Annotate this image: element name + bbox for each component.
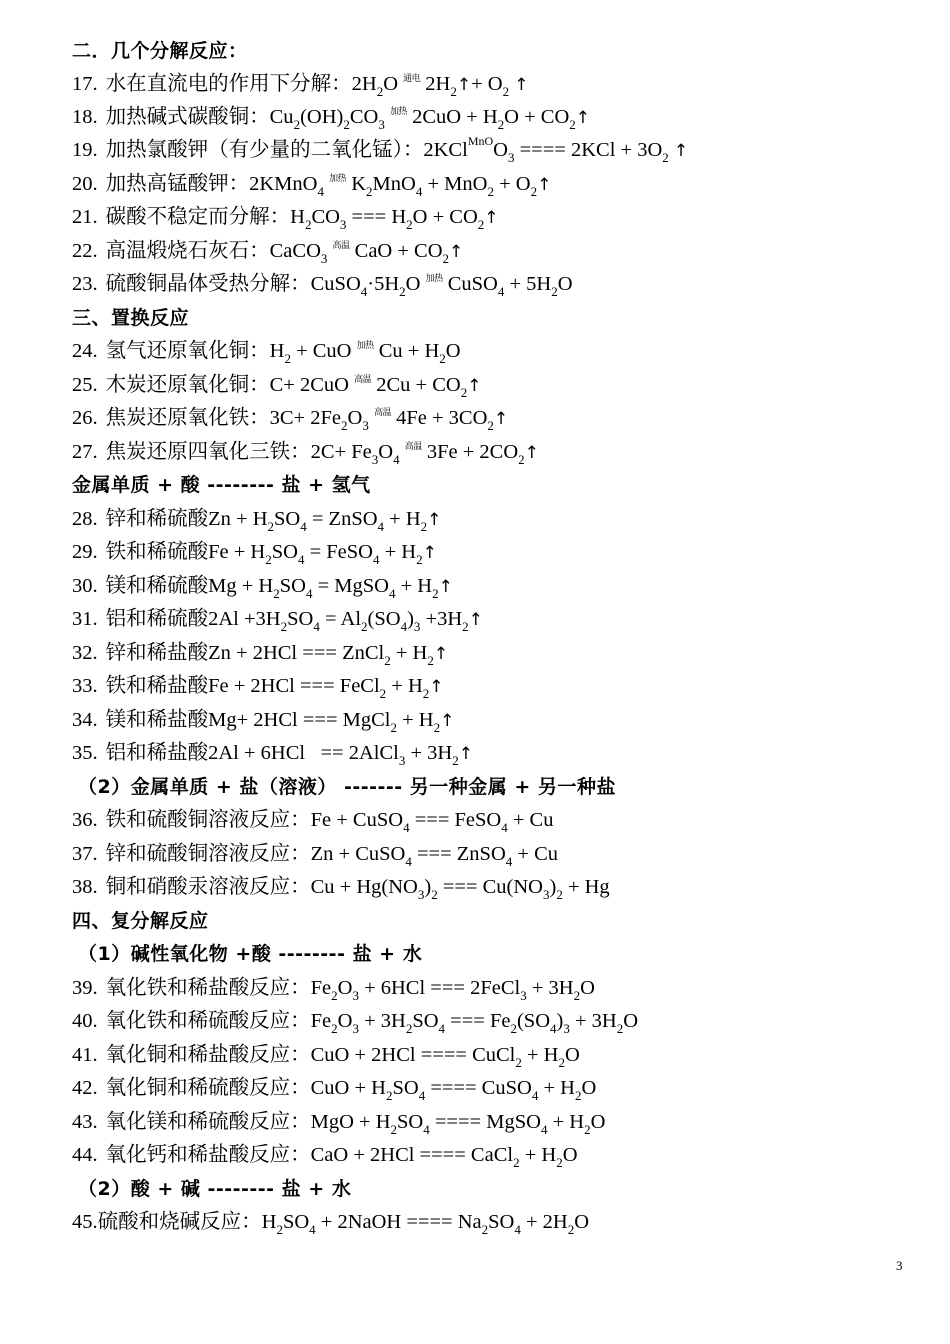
item-number: 22.: [72, 240, 98, 262]
chemical-equation: $3C+ 2Fe_2O_3$ $^{高温}$ $4Fe + 3CO_2↑$: [269, 407, 509, 433]
chemical-equation: CaCO$_3$ $^{高温}$ CaO + $CO_2↑$: [269, 240, 464, 266]
chemical-equation: $CuSO_4\cdot 5H_2O$ $^{加热}$ CuSO$_4$ + $5H_2O$: [310, 273, 573, 299]
reaction-item: [72, 372, 481, 399]
reaction-description: 水在直流电的作用下分解：: [105, 73, 352, 95]
item-number: 28.: [72, 508, 98, 530]
chemical-equation: CaO + 2HCl ==== CaCl$_2$ + $H_2O$: [310, 1144, 578, 1170]
reaction-item: [72, 204, 499, 231]
reaction-item: [72, 1109, 605, 1135]
chemical-equation: $Fe_2O_3 + 6HCl$ === 2FeCl$_3$ + $3H_2O$: [310, 977, 595, 1003]
item-number: 20.: [72, 173, 98, 195]
reaction-description: 加热碱式碳酸铜：: [105, 106, 270, 128]
reaction-item: [72, 1142, 578, 1168]
reaction-description: 氧化钙和稀盐酸反应：: [105, 1144, 311, 1166]
chemical-equation: $2C+ Fe_3O_4$ $^{高温}$ $3Fe + 2CO_2↑$: [310, 441, 539, 467]
page-number: 3: [896, 1258, 903, 1273]
reaction-description: 铜和硝酸汞溶液反应：: [105, 876, 311, 898]
item-number: 43.: [72, 1111, 98, 1133]
item-number: 36.: [72, 809, 98, 831]
reaction-description: 锌和稀硫酸: [105, 508, 209, 530]
reaction-description: 镁和稀硫酸: [105, 575, 209, 597]
chemical-equation: Mg+ 2HCl === MgCl$_2$ + $H_2↑$: [208, 709, 455, 735]
reaction-item: [72, 606, 483, 633]
item-number: 26.: [72, 407, 98, 429]
reaction-item: [72, 405, 508, 432]
reaction-item: [72, 673, 444, 700]
section-heading: 二．几个分解反应：: [72, 40, 248, 62]
section-heading: 金属单质 + 酸 -------- 盐 + 氢气: [72, 474, 371, 496]
reaction-description: 氧化铜和稀硫酸反应：: [105, 1077, 311, 1099]
section-heading: （1）碱性氧化物 +酸 -------- 盐 + 水: [78, 943, 423, 965]
item-number: 23.: [72, 273, 98, 295]
item-number: 34.: [72, 709, 98, 731]
reaction-item: [72, 1075, 596, 1101]
reaction-description: 焦炭还原氧化铁：: [105, 407, 270, 429]
item-number: 32.: [72, 642, 98, 664]
reaction-item: [72, 539, 437, 566]
item-number: 44.: [72, 1144, 98, 1166]
reaction-item: [72, 841, 558, 867]
section-heading: （2）金属单质 + 盐（溶液） ------- 另一种金属 + 另一种盐: [78, 776, 616, 798]
item-number: 21.: [72, 206, 98, 228]
item-number: 29.: [72, 541, 98, 563]
reaction-description: 氧化镁和稀硫酸反应：: [105, 1111, 311, 1133]
reaction-item: [72, 1008, 638, 1034]
reaction-item: [72, 71, 528, 98]
reaction-item: [72, 506, 441, 533]
item-number: 37.: [72, 843, 98, 865]
chemical-equation: $Zn + H_2SO_4$ = ZnSO$_4$ + $H_2↑$: [208, 508, 442, 534]
item-number: 27.: [72, 441, 98, 463]
item-number: 33.: [72, 675, 98, 697]
section-heading: 四、复分解反应: [72, 910, 209, 932]
reaction-description: 硫酸和烧碱反应：: [97, 1211, 262, 1233]
item-number: 25.: [72, 374, 98, 396]
chemical-equation: $2H_2O$ $^{通电}$ $2H_2↑+ O_2$ ↑: [351, 73, 529, 99]
reaction-description: 高温煅烧石灰石：: [105, 240, 270, 262]
reaction-description: 氧化铁和稀盐酸反应：: [105, 977, 311, 999]
chemical-equation: 2KMnO$_4$ $^{加热}$ $K_2MnO_4 + MnO_2$ + $O_2↑$: [249, 173, 552, 199]
chemical-equation: $H_2$ + CuO $^{加热}$ $Cu + H_2O$: [269, 340, 461, 366]
reaction-item: [72, 874, 610, 900]
chemical-equation: Zn + CuSO$_4$ === ZnSO$_4$ + Cu: [310, 843, 559, 869]
reaction-item: [72, 338, 461, 364]
reaction-item: [72, 104, 590, 131]
reaction-description: 锌和硫酸铜溶液反应：: [105, 843, 311, 865]
chemical-equation: Fe + 2HCl === FeCl$_2$ + $H_2↑$: [208, 675, 444, 701]
reaction-description: 焦炭还原四氧化三铁：: [105, 441, 311, 463]
item-number: 39.: [72, 977, 98, 999]
reaction-description: 铝和稀盐酸: [105, 742, 209, 764]
reaction-description: 锌和稀盐酸: [105, 642, 209, 664]
reaction-description: 加热氯酸钾（有少量的二氧化锰）：: [105, 139, 424, 161]
reaction-item: [72, 171, 551, 198]
section-heading: 三、置换反应: [72, 307, 190, 329]
reaction-item: [72, 271, 573, 297]
chemical-equation: 2Al + 6HCl == 2AlCl$_3$ + $3H_2↑$: [208, 742, 473, 768]
item-number: 45.: [72, 1211, 98, 1233]
reaction-description: 镁和稀盐酸: [105, 709, 209, 731]
item-number: 30.: [72, 575, 98, 597]
item-number: 41.: [72, 1044, 98, 1066]
reaction-item: [72, 439, 539, 466]
reaction-description: 硫酸铜晶体受热分解：: [105, 273, 311, 295]
item-number: 40.: [72, 1010, 98, 1032]
chemical-equation: $Mg + H_2SO_4$ = MgSO$_4$ + $H_2↑$: [208, 575, 453, 601]
reaction-description: 铁和稀盐酸: [105, 675, 209, 697]
reaction-description: 铁和稀硫酸: [105, 541, 209, 563]
reaction-description: 氧化铁和稀硫酸反应：: [105, 1010, 311, 1032]
chemical-equation: $H_2SO_4$ + 2NaOH ==== $Na_2SO_4 + 2H_2O$: [261, 1211, 590, 1237]
reaction-description: 氢气还原氧化铜：: [105, 340, 270, 362]
chemical-equation: CuO + $H_2SO_4$ ==== CuSO$_4$ + $H_2O$: [310, 1077, 597, 1103]
chemical-equation: $Cu + Hg(NO_3)_2$ === $Cu(NO_3)_2 + Hg$: [310, 876, 610, 902]
chemical-equation: $2Al +3H_2SO_4 = Al_2(SO_4)_3$ $+3H_2↑$: [208, 608, 483, 634]
reaction-item: [72, 134, 689, 165]
section-heading: （2）酸 + 碱 -------- 盐 + 水: [78, 1178, 352, 1200]
item-number: 42.: [72, 1077, 98, 1099]
reaction-item: [72, 573, 453, 600]
reaction-item: [72, 707, 454, 734]
chemical-equation: $2KCl^{MnO}O_3$ ==== $2KCl + 3O_2$ ↑: [423, 134, 689, 165]
chemical-equation: $Cu_2(OH)_2CO_3$ $^{加热}$ $2CuO + H_2O$ + $CO_2↑$: [269, 106, 591, 132]
chemical-equation: Fe + CuSO$_4$ === FeSO$_4$ + Cu: [310, 809, 554, 835]
reaction-description: 加热高锰酸钾：: [105, 173, 250, 195]
chemical-equation: Zn + 2HCl === ZnCl$_2$ + $H_2↑$: [208, 642, 449, 668]
reaction-item: [72, 807, 553, 833]
reaction-item: [72, 238, 463, 265]
chemical-equation: C+ 2CuO $^{高温}$ $2Cu + CO_2↑$: [269, 374, 482, 400]
reaction-item: [72, 640, 448, 667]
chemical-equation: $Fe_2O_3 + 3H_2SO_4$ === $Fe_2(SO_4)_3 + 3H_2O$: [310, 1010, 639, 1036]
reaction-description: 木炭还原氧化铜：: [105, 374, 270, 396]
item-number: 35.: [72, 742, 98, 764]
reaction-description: 铁和硫酸铜溶液反应：: [105, 809, 311, 831]
reaction-item: [72, 1042, 580, 1068]
item-number: 31.: [72, 608, 98, 630]
reaction-item: [72, 740, 473, 767]
reaction-item: [72, 975, 595, 1001]
reaction-description: 氧化铜和稀盐酸反应：: [105, 1044, 311, 1066]
chemical-equation: $H_2CO_3$ === $H_2O$ + $CO_2↑$: [290, 206, 499, 232]
item-number: 18.: [72, 106, 98, 128]
reaction-description: 碳酸不稳定而分解：: [105, 206, 291, 228]
item-number: 17.: [72, 73, 98, 95]
chemical-equation: MgO + $H_2SO_4$ ==== MgSO$_4$ + $H_2O$: [310, 1111, 606, 1137]
item-number: 19.: [72, 139, 98, 161]
reaction-item: [72, 1209, 589, 1235]
chemical-equation: CuO + 2HCl ==== CuCl$_2$ + $H_2O$: [310, 1044, 580, 1070]
item-number: 24.: [72, 340, 98, 362]
chemical-equation: $Fe + H_2SO_4$ = FeSO$_4$ + $H_2↑$: [208, 541, 437, 567]
item-number: 38.: [72, 876, 98, 898]
reaction-description: 铝和稀硫酸: [105, 608, 209, 630]
